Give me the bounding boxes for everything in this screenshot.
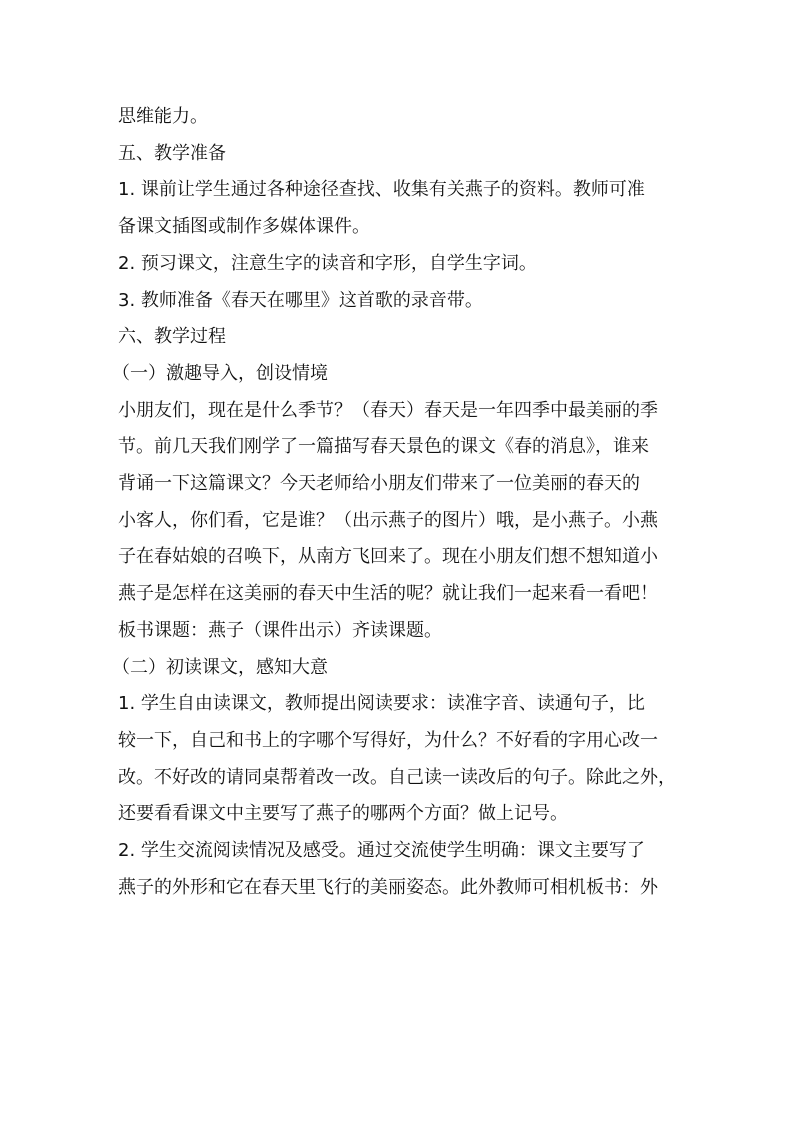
text-line: 燕子的外形和它在春天里飞行的美丽姿态。此外教师可相机板书：外 (118, 876, 658, 898)
text-line: 3. 教师准备《春天在哪里》这首歌的录音带。 (118, 289, 483, 311)
document-body (112, 99, 683, 906)
text-line: 1. 学生自由读课文，教师提出阅读要求：读准字音、读通句子，比 (118, 693, 645, 715)
subsection-heading-two: （二）初读课文，感知大意 (112, 656, 328, 678)
subsection-heading-one: （一）激趣导入，创设情境 (112, 362, 328, 384)
text-line: 小客人，你们看，它是谁？（出示燕子的图片）哦，是小燕子。小燕 (118, 509, 658, 531)
text-line: 子在春姑娘的召唤下，从南方飞回来了。现在小朋友们想不想知道小 (118, 546, 658, 568)
text-line: 1. 课前让学生通过各种途径查找、收集有关燕子的资料。教师可准 (118, 179, 645, 201)
text-line: 思维能力。 (118, 106, 208, 127)
text-line: 2. 预习课文，注意生字的读音和字形，自学生字词。 (118, 252, 537, 274)
text-line: 较一下，自己和书上的字哪个写得好，为什么？不好看的字用心改一 (118, 729, 658, 751)
text-line: 还要看看课文中主要写了燕子的哪两个方面？做上记号。 (118, 803, 568, 825)
text-line: 板书课题：燕子（课件出示）齐读课题。 (118, 619, 442, 641)
text-line: 2. 学生交流阅读情况及感受。通过交流使学生明确：课文主要写了 (118, 840, 645, 862)
section-heading-five: 五、教学准备 (118, 142, 226, 164)
text-line: 小朋友们，现在是什么季节？（春天）春天是一年四季中最美丽的季 (118, 399, 658, 421)
text-line: 燕子是怎样在这美丽的春天中生活的呢？就让我们一起来看一看吧！ (118, 583, 658, 605)
text-line: 备课文插图或制作多媒体课件。 (118, 216, 370, 238)
text-line: 改。不好改的请同桌帮着改一改。自己读一读改后的句子。除此之外， (118, 766, 676, 788)
section-heading-six: 六、教学过程 (118, 326, 226, 348)
text-line: 背诵一下这篇课文？今天老师给小朋友们带来了一位美丽的春天的 (118, 473, 640, 495)
text-line: 节。前几天我们刚学了一篇描写春天景色的课文《春的消息》，谁来 (118, 436, 649, 458)
